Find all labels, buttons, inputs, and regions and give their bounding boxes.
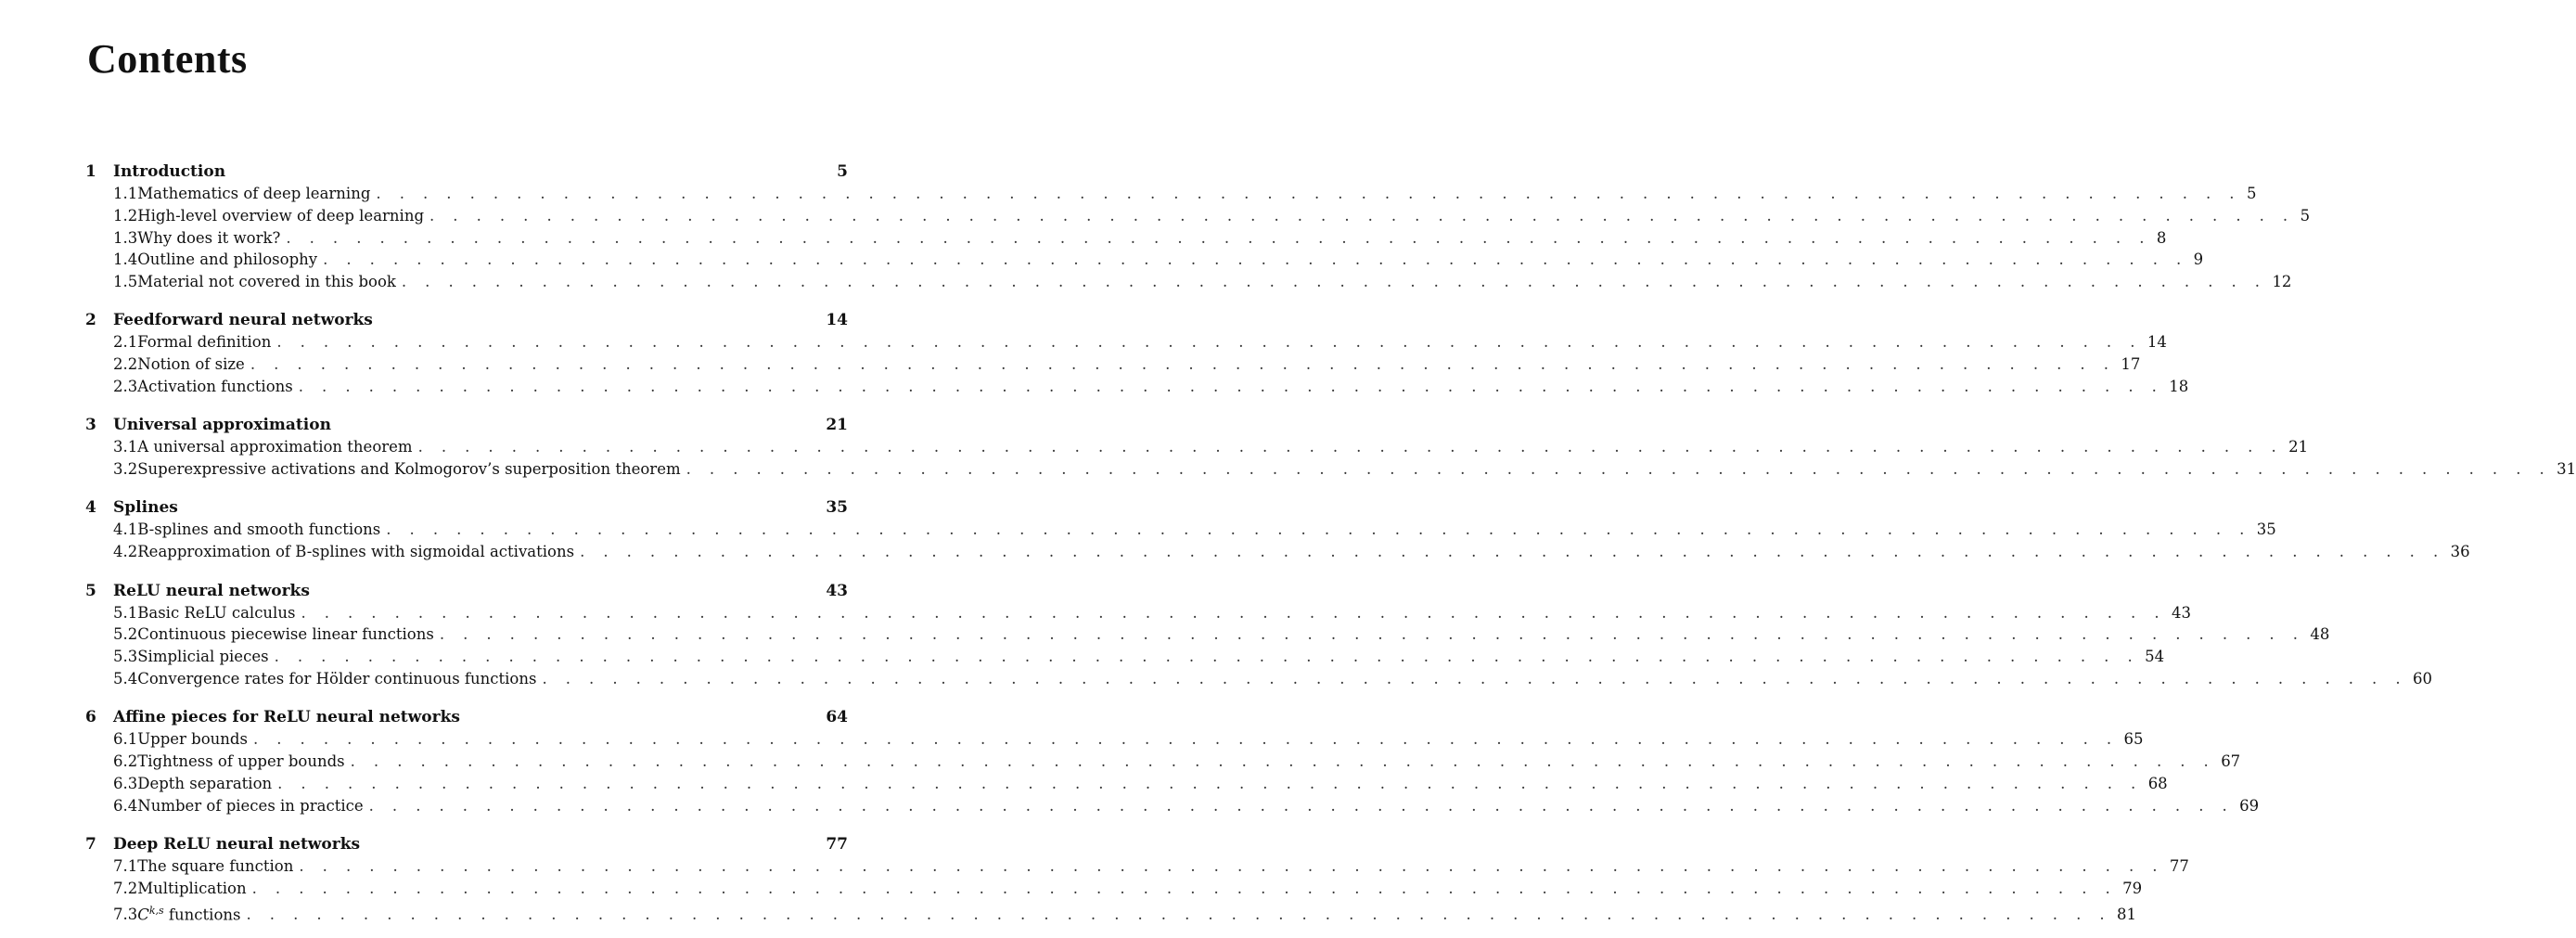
- chapter-number: 1: [85, 162, 96, 181]
- section-number: 4.2: [113, 543, 138, 561]
- section-page-number: 14: [2147, 333, 2167, 352]
- toc-section-entry[interactable]: [85, 602, 2191, 624]
- dot-leader: . . . . . . . . . . . . . . . . . . . . . . . . . . . . . . . . . . . . . . . . . . . . . . . . . . . . . . . . . . . . . . . . . . . . . . . . . . . . . . . .: [376, 185, 2241, 202]
- dot-leader: . . . . . . . . . . . . . . . . . . . . . . . . . . . . . . . . . . . . . . . . . . . . . . . . . . . . . . . . . . . . . . . . . . . . . . . . . . . . . . . .: [274, 648, 2140, 666]
- section-page-number: 9: [2193, 251, 2204, 269]
- section-number: 1.1: [113, 185, 138, 202]
- chapter-title[interactable]: ReLU neural networks: [113, 581, 310, 600]
- section-number: 2.1: [113, 333, 138, 352]
- toc-chapter: [85, 706, 2260, 816]
- dot-leader: . . . . . . . . . . . . . . . . . . . . . . . . . . . . . . . . . . . . . . . . . . . . . . . . . . . . . . . . . . . . . . . . . . . . . . . . . . . . . . . .: [686, 460, 2552, 479]
- chapter-number: 2: [85, 311, 96, 330]
- toc-section-entry[interactable]: [85, 773, 2168, 795]
- dot-leader: . . . . . . . . . . . . . . . . . . . . . . . . . . . . . . . . . . . . . . . . . . . . . . . . . . . . . . . . . . . . . . . . . . . . . . . . . . . . . . . .: [386, 520, 2251, 539]
- section-page-number: 17: [2121, 355, 2141, 374]
- section-page-number: 67: [2221, 752, 2241, 771]
- section-title[interactable]: Mathematics of deep learning: [137, 185, 371, 202]
- dot-leader: . . . . . . . . . . . . . . . . . . . . . . . . . . . . . . . . . . . . . . . . . . . . . . . . . . . . . . . . . . . . . . . . . . . . . . . . . . . . . . . .: [251, 879, 2118, 897]
- chapter-title[interactable]: Introduction: [113, 162, 226, 181]
- section-title[interactable]: Material not covered in this book: [137, 273, 396, 291]
- section-page-number: 68: [2147, 774, 2168, 792]
- toc-section-entry[interactable]: [85, 668, 2432, 690]
- chapter-title[interactable]: Affine pieces for ReLU neural networks: [113, 708, 460, 727]
- section-title[interactable]: Continuous piecewise linear functions: [137, 625, 434, 644]
- section-title[interactable]: Formal definition: [137, 333, 272, 352]
- section-page-number: 65: [2123, 730, 2144, 749]
- chapter-page-number: 43: [826, 581, 848, 600]
- section-number: 6.2: [113, 752, 138, 771]
- toc-chapter-entry[interactable]: [85, 414, 848, 436]
- toc-section-entry[interactable]: [85, 855, 2189, 878]
- section-title[interactable]: Depth separation: [137, 774, 273, 792]
- section-number: 1.3: [113, 228, 138, 247]
- dot-leader: . . . . . . . . . . . . . . . . . . . . . . . . . . . . . . . . . . . . . . . . . . . . . . . . . . . . . . . . . . . . . . . . . . . . . . . . . . . . . . . .: [277, 774, 2143, 792]
- section-title[interactable]: High-level overview of deep learning: [137, 206, 425, 225]
- dot-leader: . . . . . . . . . . . . . . . . . . . . . . . . . . . . . . . . . . . . . . . . . . . . . . . . . . . . . . . . . . . . . . . . . . . . . . . . . . . . . . . .: [417, 438, 2284, 456]
- table-of-contents: [85, 161, 2576, 938]
- section-number: 6.3: [113, 774, 138, 792]
- dot-leader: . . . . . . . . . . . . . . . . . . . . . . . . . . . . . . . . . . . . . . . . . . . . . . . . . . . . . . . . . . . . . . . . . . . . . . . . . . . . . . . .: [542, 669, 2407, 687]
- toc-section-entry[interactable]: [85, 900, 2137, 924]
- section-number: 3.1: [113, 438, 138, 456]
- dot-leader: . . . . . . . . . . . . . . . . . . . . . . . . . . . . . . . . . . . . . . . . . . . . . . . . . . . . . . . . . . . . . . . . . . . . . . . . . . . . . . . .: [301, 603, 2166, 622]
- section-page-number: 79: [2122, 879, 2143, 897]
- toc-section-entry[interactable]: [85, 728, 2144, 751]
- dot-leader: . . . . . . . . . . . . . . . . . . . . . . . . . . . . . . . . . . . . . . . . . . . . . . . . . . . . . . . . . . . . . . . . . . . . . . . . . . . . . . . .: [368, 796, 2235, 815]
- dot-leader: . . . . . . . . . . . . . . . . . . . . . . . . . . . . . . . . . . . . . . . . . . . . . . . . . . . . . . . . . . . . . . . . . . . . . . . . . . . . . . . .: [246, 906, 2112, 924]
- section-number: 2.2: [113, 355, 138, 374]
- section-title[interactable]: Why does it work?: [137, 228, 281, 247]
- section-page-number: 18: [2169, 378, 2189, 396]
- toc-chapter-entry[interactable]: [85, 496, 848, 519]
- toc-section-entry[interactable]: [85, 519, 2276, 541]
- dot-leader: . . . . . . . . . . . . . . . . . . . . . . . . . . . . . . . . . . . . . . . . . . . . . . . . . . . . . . . . . . . . . . . . . . . . . . . . . . . . . . . .: [286, 228, 2151, 247]
- toc-section-entry[interactable]: [85, 541, 2470, 563]
- chapter-title[interactable]: Deep ReLU neural networks: [113, 834, 361, 854]
- section-number: 7.2: [113, 879, 138, 897]
- page-title: Contents: [87, 36, 248, 82]
- chapter-title[interactable]: Splines: [113, 498, 178, 518]
- section-title[interactable]: [137, 900, 240, 926]
- toc-chapter: [85, 496, 2470, 563]
- toc-section-entry[interactable]: [85, 331, 2167, 353]
- toc-chapter: [85, 414, 2576, 481]
- section-page-number: 21: [2288, 438, 2309, 456]
- section-page-number: 48: [2310, 625, 2330, 644]
- chapter-page-number: 5: [837, 162, 848, 181]
- section-page-number: 54: [2145, 648, 2165, 666]
- toc-section-entry[interactable]: [85, 458, 2576, 481]
- section-title-text: functions: [163, 906, 241, 924]
- section-title[interactable]: The square function: [137, 856, 294, 875]
- dot-leader: . . . . . . . . . . . . . . . . . . . . . . . . . . . . . . . . . . . . . . . . . . . . . . . . . . . . . . . . . . . . . . . . . . . . . . . . . . . . . . . .: [298, 378, 2164, 396]
- section-page-number: 5: [2246, 185, 2257, 202]
- section-title[interactable]: Tightness of upper bounds: [137, 752, 345, 771]
- section-title[interactable]: B-splines and smooth functions: [137, 520, 381, 539]
- section-title[interactable]: Reapproximation of B-splines with sigmoidal activations: [137, 543, 575, 561]
- toc-section-entry[interactable]: [85, 623, 2330, 646]
- toc-chapter-entry[interactable]: [85, 161, 848, 183]
- dot-leader: . . . . . . . . . . . . . . . . . . . . . . . . . . . . . . . . . . . . . . . . . . . . . . . . . . . . . . . . . . . . . . . . . . . . . . . . . . . . . . . .: [276, 333, 2142, 352]
- dot-leader: . . . . . . . . . . . . . . . . . . . . . . . . . . . . . . . . . . . . . . . . . . . . . . . . . . . . . . . . . . . . . . . . . . . . . . . . . . . . . . . .: [323, 251, 2188, 269]
- chapter-number: 7: [85, 834, 96, 854]
- toc-chapter-entry[interactable]: [85, 309, 848, 331]
- toc-section-entry[interactable]: [85, 878, 2143, 900]
- section-page-number: 77: [2169, 856, 2189, 875]
- toc-section-entry[interactable]: [85, 646, 2165, 668]
- section-page-number: 36: [2450, 543, 2470, 561]
- toc-section-entry[interactable]: [85, 205, 2311, 227]
- section-number: 3.2: [113, 460, 138, 479]
- toc-chapter-entry[interactable]: [85, 580, 848, 602]
- toc-section-entry[interactable]: [85, 436, 2309, 458]
- section-page-number: 43: [2171, 603, 2191, 622]
- toc-section-entry[interactable]: [85, 227, 2167, 250]
- section-number: 2.3: [113, 378, 138, 396]
- chapter-page-number: 64: [826, 708, 848, 727]
- toc-chapter: [85, 309, 2189, 397]
- toc-section-entry[interactable]: [85, 271, 2292, 293]
- toc-chapter: [85, 161, 2311, 293]
- toc-chapter: [85, 580, 2432, 690]
- section-title[interactable]: Activation functions: [137, 378, 293, 396]
- section-title[interactable]: Number of pieces in practice: [137, 796, 364, 815]
- section-page-number: 8: [2156, 228, 2167, 247]
- dot-leader: . . . . . . . . . . . . . . . . . . . . . . . . . . . . . . . . . . . . . . . . . . . . . . . . . . . . . . . . . . . . . . . . . . . . . . . . . . . . . . . .: [350, 752, 2216, 771]
- section-page-number: 69: [2239, 796, 2260, 815]
- toc-section-entry[interactable]: [85, 353, 2141, 376]
- section-number: 1.4: [113, 251, 138, 269]
- section-number: 1.5: [113, 273, 138, 291]
- dot-leader: . . . . . . . . . . . . . . . . . . . . . . . . . . . . . . . . . . . . . . . . . . . . . . . . . . . . . . . . . . . . . . . . . . . . . . . . . . . . . . . .: [252, 730, 2119, 749]
- chapter-number: 3: [85, 416, 96, 435]
- section-number: 5.3: [113, 648, 138, 666]
- section-title[interactable]: Multiplication: [137, 879, 247, 897]
- section-title[interactable]: Basic ReLU calculus: [137, 603, 296, 622]
- chapter-number: 6: [85, 708, 96, 727]
- dot-leader: . . . . . . . . . . . . . . . . . . . . . . . . . . . . . . . . . . . . . . . . . . . . . . . . . . . . . . . . . . . . . . . . . . . . . . . . . . . . . . . .: [299, 856, 2164, 875]
- section-page-number: 12: [2272, 273, 2292, 291]
- chapter-page-number: 21: [826, 416, 848, 435]
- section-number: 4.1: [113, 520, 138, 539]
- section-page-number: 60: [2413, 669, 2432, 687]
- toc-section-entry[interactable]: [85, 751, 2241, 773]
- section-number: 5.1: [113, 603, 138, 622]
- section-number: 6.4: [113, 796, 138, 815]
- math-superscript: k,s: [148, 904, 164, 917]
- dot-leader: . . . . . . . . . . . . . . . . . . . . . . . . . . . . . . . . . . . . . . . . . . . . . . . . . . . . . . . . . . . . . . . . . . . . . . . . . . . . . . . .: [439, 625, 2305, 644]
- section-number: 5.2: [113, 625, 138, 644]
- chapter-page-number: 35: [826, 498, 848, 518]
- dot-leader: . . . . . . . . . . . . . . . . . . . . . . . . . . . . . . . . . . . . . . . . . . . . . . . . . . . . . . . . . . . . . . . . . . . . . . . . . . . . . . . .: [250, 355, 2116, 374]
- section-title[interactable]: Superexpressive activations and Kolmogorov’s superposition theorem: [137, 460, 681, 479]
- section-title[interactable]: Outline and philosophy: [137, 251, 318, 269]
- section-page-number: 31: [2557, 460, 2576, 479]
- toc-chapter: [85, 833, 2189, 924]
- toc-section-entry[interactable]: [85, 376, 2189, 398]
- section-number: 1.2: [113, 206, 138, 225]
- toc-section-entry[interactable]: [85, 249, 2204, 271]
- section-number: 7.1: [113, 856, 138, 875]
- section-title[interactable]: Simplicial pieces: [137, 648, 269, 666]
- toc-chapter-entry[interactable]: [85, 833, 848, 855]
- section-title[interactable]: A universal approximation theorem: [137, 438, 413, 456]
- toc-section-entry[interactable]: [85, 795, 2260, 817]
- section-number: 6.1: [113, 730, 138, 749]
- toc-section-entry[interactable]: [85, 183, 2257, 205]
- chapter-number: 4: [85, 498, 96, 518]
- section-page-number: 81: [2117, 906, 2137, 924]
- section-title[interactable]: Notion of size: [137, 355, 245, 374]
- chapter-title[interactable]: Feedforward neural networks: [113, 311, 373, 330]
- chapter-number: 5: [85, 581, 96, 600]
- chapter-page-number: 77: [826, 834, 848, 854]
- chapter-page-number: 14: [826, 311, 848, 330]
- dot-leader: . . . . . . . . . . . . . . . . . . . . . . . . . . . . . . . . . . . . . . . . . . . . . . . . . . . . . . . . . . . . . . . . . . . . . . . . . . . . . . . .: [580, 543, 2445, 561]
- section-number: 7.3: [113, 906, 138, 924]
- math-symbol: C: [137, 906, 149, 924]
- section-page-number: 35: [2256, 520, 2276, 539]
- dot-leader: . . . . . . . . . . . . . . . . . . . . . . . . . . . . . . . . . . . . . . . . . . . . . . . . . . . . . . . . . . . . . . . . . . . . . . . . . . . . . . . .: [401, 273, 2267, 291]
- section-title[interactable]: Convergence rates for Hölder continuous functions: [137, 669, 537, 687]
- chapter-title[interactable]: Universal approximation: [113, 416, 331, 435]
- section-page-number: 5: [2300, 206, 2311, 225]
- dot-leader: . . . . . . . . . . . . . . . . . . . . . . . . . . . . . . . . . . . . . . . . . . . . . . . . . . . . . . . . . . . . . . . . . . . . . . . . . . . . . . . .: [429, 206, 2295, 225]
- section-number: 5.4: [113, 669, 138, 687]
- toc-chapter-entry[interactable]: [85, 706, 848, 728]
- section-title[interactable]: Upper bounds: [137, 730, 248, 749]
